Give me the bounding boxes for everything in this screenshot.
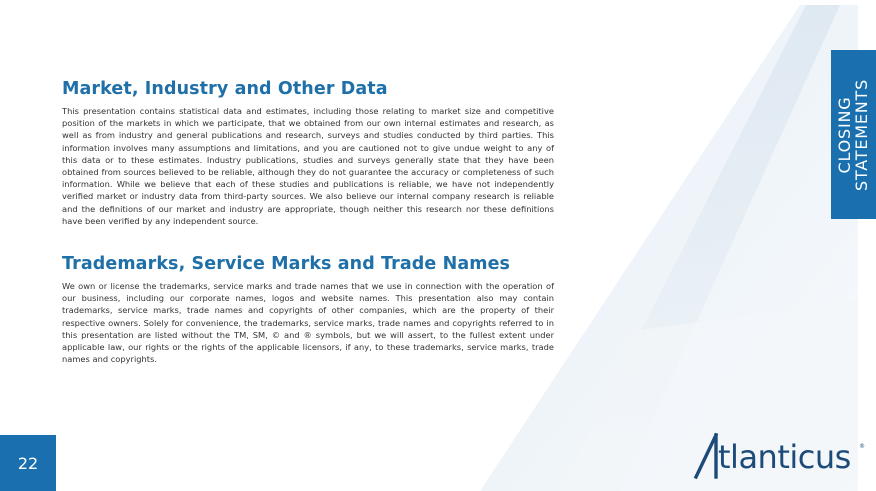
trademarks-section [62, 253, 554, 365]
section-body: This presentation contains statistical data and estimates, including those relating to market size and competitive position of the markets in which we participate, that we obtained from our own internal estimates and research, as well as from industry and general publications and research, surveys and studies conducted by third parties. This information involves many assumptions and limitations, and you are cautioned not to give undue weight to any of this data or to these estimates. Industry publications, studies and surveys generally state that they have been obtained from sources believed to be reliable, although they do not guarantee the accuracy or completeness of such information. While we believe that each of these studies and publications is reliable, we have not independently verified market or industry data from third-party sources. We also believe our internal company research is reliable and the definitions of our market and industry are appropriate, though neither this research nor these definitions have been verified by any independent source. [62, 106, 554, 226]
section-heading: Trademarks, Service Marks and Trade Names [62, 254, 511, 275]
section-body: We own or license the trademarks, service marks and trade names that we use in connection with the operation of our business, including our corporate names, logos and website names. This presentation also may contain trademarks, service marks, trade names and copyrights of other companies, which are the property of their respective owners. Solely for convenience, the trademarks, service marks, trade names and copyrights referred to in this presentation are listed without the TM, SM, © and ® symbols, but we will assert, to the fullest extent under applicable law, our rights or the rights of the applicable licensors, if any, to these trademarks, service marks, trade names and copyrights. [62, 281, 554, 365]
logo-registered-mark: ® [859, 443, 865, 450]
main-content [62, 78, 554, 365]
section-heading: Market, Industry and Other Data [62, 79, 388, 99]
section-tab-line-1: CLOSING [835, 96, 855, 173]
company-logo [692, 427, 868, 483]
market-data-section [62, 78, 554, 227]
section-tab-label [837, 78, 871, 190]
page-number-box [0, 435, 56, 491]
logo-wordmark: tlanticus [718, 438, 851, 476]
page-number: 22 [17, 453, 39, 473]
section-tab [831, 50, 876, 219]
section-tab-line-2: STATEMENTS [852, 78, 872, 191]
